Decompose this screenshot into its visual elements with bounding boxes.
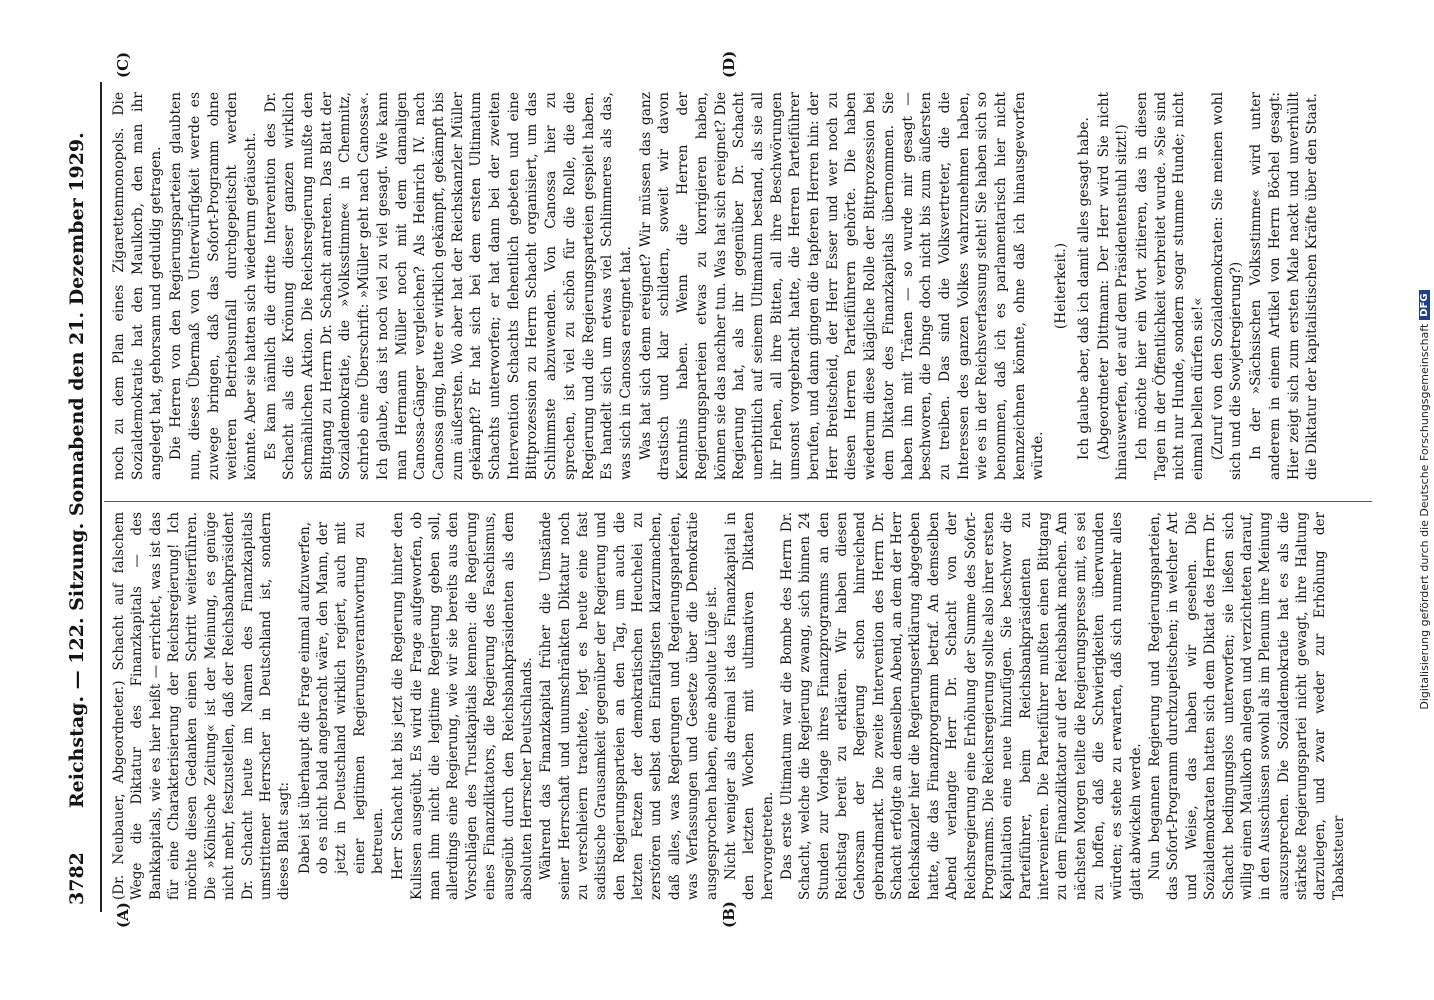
paragraph: (Dr. Neubauer, Abgeordneter.) Schacht auf falschem Wege die Diktatur des Finanzkapitals — des Bankkapitals, wie es hier heißt — errichtet, was ist das für eine Charakterisierung der Reichsregierung! Ich möchte diesen Gedanken einen Schritt weiterführen. Die »Kölnische Zeitung« ist der Meinung, es genüge nicht mehr, festzustellen, daß der Reichsbankpräsident Dr. Schacht heute im Namen des Finanzkapitals umstrittener Herrscher in Deutschland ist, sondern dieses Blatt sagt:	[111, 512, 293, 900]
column-divider	[104, 501, 1372, 502]
digitization-footer	[1414, 0, 1434, 1000]
dfg-logo: DFG	[1419, 290, 1430, 319]
paragraph: Nicht weniger als dreimal ist das Finanzkapital in den letzten Wochen mit ultimativen Diktaten hervorgetreten.	[722, 512, 776, 900]
left-column	[110, 512, 1349, 900]
paragraph: In der »Sächsischen Volksstimme« wird unter anderem in einem Artikel von Herrn Böchel gesagt: Hier zeigt sich zum ersten Male nackt und unverhüllt die Diktatur der kapitalistischen Kräfte über den Staat.	[1248, 92, 1321, 480]
paragraph: Nun begannen Regierung und Regierungsparteien, das Sofort-Programm durchzupeitschen; in welcher Art und Weise, das haben wir gesehen. Die Sozialdemokraten hatten sich dem Diktat des Herrn Dr. Schacht bedingungslos unterworfen; sie ließen sich willig einen Maulkorb anlegen und verzichteten darauf, in den Ausschüssen sowohl als im Plenum ihre Meinung auszusprechen. Die Sozialdemokratie hat es als die stärkste Regierungspartei nicht gewagt, ihre Haltung darzulegen, und zwar weder zur Erhöhung der Tabaksteuer	[1147, 512, 1347, 900]
margin-mark-c: (C)	[114, 51, 132, 78]
paragraph: Das erste Ultimatum war die Bombe des Herrn Dr. Schacht, welche die Regierung zwang, sich binnen 24 Stunden zur Vorlage ihres Finanzprogramms an den Reichstag bereit zu erklären. Wir haben diesen Gehorsam der Regierung schon hinreichend gebrandmarkt. Die zweite Intervention des Herrn Dr. Schacht erfolgte an demselben Abend, an dem der Herr Reichskanzler hier die Regierungserklärung abgegeben hatte, die das Finanzprogramm betraf. An demselben Abend verlangte Herr Dr. Schacht von der Reichsregierung eine Erhöhung der Summe des Sofort-Programms. Die Reichsregierung sollte also ihrer ersten Kapitulation eine neue hinzufügen. Sie beschwor die Parteiführer, beim Reichsbankpräsidenten zu intervenieren. Die Parteiführer mußten einen Bittgang zu dem Finanzdiktator auf der Reichsbank machen. Am nächsten Morgen teilte die Regierungspresse mit, es sei zu hoffen, daß die Schwierigkeiten überwunden würden; es stehe zu erwarten, daß sich nunmehr alles glatt abwickeln werde.	[778, 512, 1144, 900]
page-title: Reichstag. — 122. Sitzung. Sonnabend den 21. Dezember 1929.	[66, 132, 88, 809]
right-column	[110, 92, 1323, 480]
paragraph: Herr Schacht hat bis jetzt die Regierung hinter den Kulissen ausgeübt. Es wird die Frage aufgeworfen, ob man ihm nicht die legitime Regierung geben soll, allerdings eine Regierung, wie wir sie bereits aus den Vorschlägen des Trustkapitals kennen: die Regierung eines Finanzdiktators, die Regierung des Faschismus, ausgeübt durch den Reichsbankpräsidenten als dem absoluten Herrscher Deutschlands.	[390, 512, 535, 900]
paragraph: Es kam nämlich die dritte Intervention des Dr. Schacht als die Krönung dieser ganzen wirklich schmählichen Aktion. Die Reichsregierung mußte den Bittgang zu Herrn Dr. Schacht antreten. Das Blatt der Sozialdemokratie, die »Volksstimme« in Chemnitz, schrieb eine Überschrift: »Müller geht nach Canossa«. Ich glaube, das ist noch viel zu viel gesagt. Wie kann man Hermann Müller noch mit dem damaligen Canossa-Gänger vergleichen? Als Heinrich IV. nach Canossa ging, hatte er wirklich gekämpft, gekämpft bis zum äußersten. Wo aber hat der Reichskanzler Müller gekämpft? Er hat sich bei dem ersten Ultimatum Schachts unterworfen; er hat dann bei der zweiten Intervention Schachts flehentlich gebeten und eine Bittprozession zu Herrn Schacht organisiert, um das Schlimmste abzuwenden. Von Canossa hier zu sprechen, ist viel zu schön für die Rolle, die die Regierung und die Regierungsparteien gespielt haben. Es handelt sich um etwas viel Schlimmeres als das, was sich in Canossa ereignet hat.	[262, 92, 634, 480]
paragraph: Ich möchte hier ein Wort zitieren, das in diesen Tagen in der Öffentlichkeit verbreitet wurde. »Sie sind nicht nur Hunde, sondern sogar stumme Hunde; nicht einmal bellen dürfen sie!«	[1133, 92, 1207, 480]
quotation: Dabei ist überhaupt die Frage einmal aufzuwerfen, ob es nicht bald angebracht wäre, den Mann, der jetzt in Deutschland wirklich regiert, auch mit einer legitimen Regierungsverantwortung zu betreuen.	[296, 522, 387, 874]
interjection: (Heiterkeit.)	[1053, 242, 1070, 330]
paragraph: noch zu dem Plan eines Zigarettenmonopols. Die Sozialdemokratie hat den Maulkorb, den man ihr angelegt hat, gehorsam und geduldig getragen.	[111, 92, 165, 480]
paragraph: Was hat sich denn ereignet? Wir müssen das ganz drastisch und klar schildern, soweit wir davon Kenntnis haben. Wenn die Herren der Regierungsparteien etwas zu korrigieren haben, können sie das nachher tun. Was hat sich ereignet? Die Regierung hat, als ihr gegenüber Dr. Schacht unerbittlich auf seinem Ultimatum bestand, als sie all ihr Flehen, all ihre Bitten, all ihre Beschwörungen umsonst vorgebracht hatte, die Herren Parteiführer berufen, und dann gingen die tapferen Herren hin: der Herr Breitscheid, der Herr Esser und wer noch zu diesen Herren Parteiführern gehörte. Die haben wiederum diese klägliche Rolle der Bittprozession bei dem Diktator des Finanzkapitals übernommen. Sie haben ihn mit Tränen — so wurde mir gesagt — beschworen, die Dinge doch nicht bis zum äußersten zu treiben. Das sind die Volksvertreter, die die Interessen des ganzen Volkes wahrzunehmen haben, wie es in der Reichsverfassung steht! Sie haben sich so benommen, daß ich es parlamentarisch hier nicht kennzeichnen könnte, ohne daß ich hinausgeworfen würde.	[637, 92, 1047, 480]
margin-mark-a: (A)	[114, 902, 132, 928]
margin-mark-d: (D)	[720, 50, 738, 78]
interjection: (Abgeordneter Dittmann: Der Herr wird Sie nicht hinauswerfen, der auf dem Präsidentenstuhl sitzt!)	[1095, 92, 1131, 480]
paragraph: Während das Finanzkapital früher die Umstände seiner Herrschaft und unumschränkten Diktatur noch zu verschleiern trachtete, legt es heute eine fast sadistische Grausamkeit gegenüber der Regierung und den Regierungsparteien an den Tag, um auch die letzten Fetzen der demokratischen Heuchelei zu zerstören und selbst den Einfältigsten klarzumachen, daß alles, was Regierungen und Regierungsparteien, was Verfassungen und Gesetze über die Demokratie ausgesprochen haben, eine absolute Lüge ist.	[538, 512, 720, 900]
paragraph: Die Herren von den Regierungsparteien glaubten nun, dieses Übermaß von Unterwürfigkeit werde es zuwege bringen, daß das Sofort-Programm ohne weiteren Betriebsunfall durchgepeitscht werden könnte. Aber sie hatten sich wiederum getäuscht.	[168, 92, 259, 480]
page-number: 3782	[66, 852, 88, 905]
header-rule	[100, 82, 102, 912]
margin-mark-b: (B)	[720, 901, 738, 928]
digitization-note: Digitalisierung gefördert durch die Deutsche Forschungsgemeinschaft	[1417, 323, 1431, 710]
paragraph: Ich glaube aber, daß ich damit alles gesagt habe.	[1075, 117, 1092, 460]
page-header	[66, 85, 100, 905]
interjection: (Zuruf von den Sozialdemokraten: Sie meinen wohl sich und die Sowjetregierung?)	[1209, 92, 1245, 480]
